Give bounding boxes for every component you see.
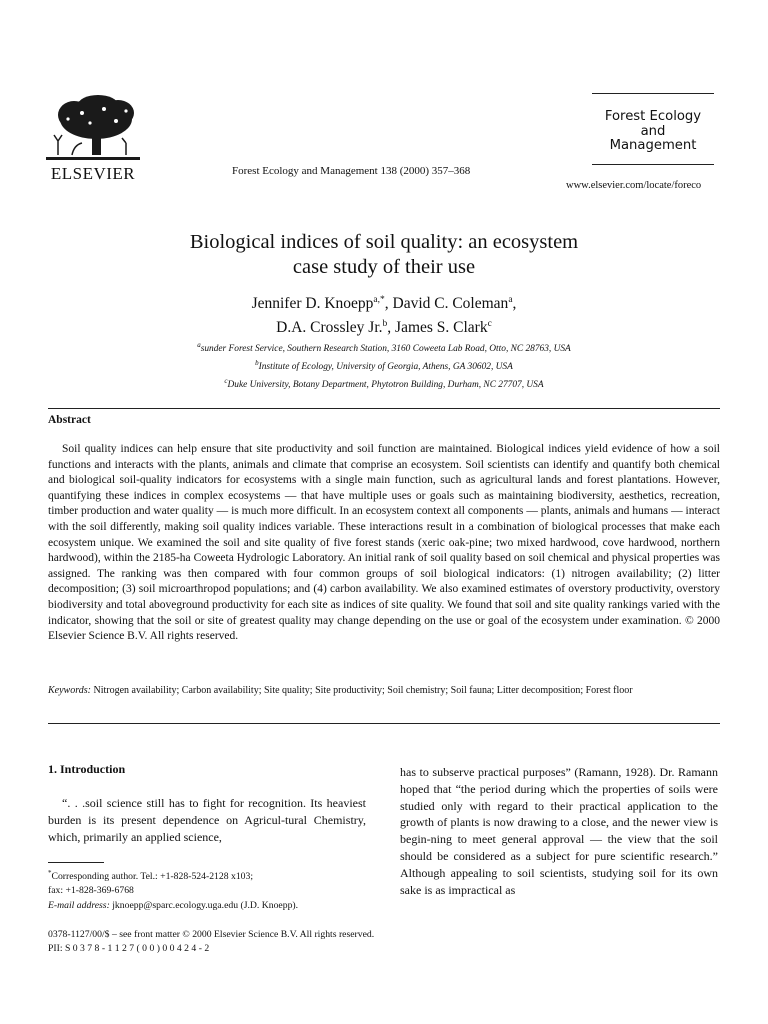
keywords-list: Nitrogen availability; Carbon availability; Site quality; Site productivity; Soil chemistry; Soil fauna; Litter decomposition; Forest floor <box>93 685 633 696</box>
masthead-line: and <box>640 123 666 139</box>
author-name: D.A. Crossley Jr. <box>276 319 383 337</box>
author-mark: a,* <box>373 295 385 305</box>
article-title <box>60 230 708 280</box>
author-separator: , <box>387 319 396 337</box>
footnote-rule <box>48 862 104 863</box>
journal-masthead <box>592 93 714 153</box>
intro-paragraph-left: “. . .soil science still has to fight for recognition. Its heaviest burden is its present dependence on Agricul-tural Chemistry, which, primarily an applied science, <box>48 796 366 844</box>
author-mark: b <box>382 319 388 330</box>
abstract-body: Soil quality indices can help ensure that site productivity and soil function are maintained. Biological indices yield evidence of how a soil functions and interacts with the plants, animals and climate that comprise an ecosystem. Soil scientists can identify and quantify both chemical and biological soil-quality indicators for ecosystems with a single main function, such as agricultural lands and forest plantations. However, quantifying these indices in complex ecosystems — that have multiple uses or goals such as maintaining biodiversity, aesthetics, recreation, timber production and water quality — is much more difficult. In an ecosystem context all components — plants, animals and humans — interact with the soil differently, making soil quality indices variable. These interactions result in a combination of biological processes that make each ecosystem unique. We examined the soil and site quality of five forest stands (xeric oak-pine; two mixed hardwood, cove hardwood, northern hardwood), within the 2185-ha Coweeta Hydrologic Laboratory. An initial rank of soil quality based on soil chemical and physical properties was assigned. The ranking was then compared with four common groups of soil biological indicators: (1) nitrogen availability; (2) litter decomposition; (3) soil microarthropod populations; and (4) carbon availability. We also examined estimates of overstory productivity, overstory biodiversity and total aboveground productivity for each site as indices of site quality. We found that soil and site quality rankings varied with the indicator, showing that the soil or site of greatest quality may change depending on the use or goal of the ecosystem under examination. © 2000 Elsevier Science B.V. All rights reserved. <box>48 443 720 643</box>
abstract-heading: Abstract <box>48 414 91 426</box>
author-list <box>60 290 708 338</box>
abstract-top-rule <box>48 408 720 409</box>
masthead-line: Forest Ecology <box>604 109 702 124</box>
author-separator: , <box>384 295 393 313</box>
keywords-label: Keywords: <box>48 685 91 696</box>
affiliation: $^a$sunder Forest Service, Southern Research Station, 3160 Coweeta Lab Road, Otto, NC 28763, USA <box>197 341 571 355</box>
author-separator: , <box>512 295 517 313</box>
journal-url-link[interactable]: www.elsevier.com/locate/foreco <box>566 180 702 191</box>
email-link[interactable]: jknoepp@sparc.ecology.uga.edu (J.D. Knoepp). <box>112 899 299 911</box>
front-matter-notice: 0378-1127/00/$ – see front matter © 2000 Elsevier Science B.V. All rights reserved. PII: S 0 3 7 8 - 1 1 2 7 ( 0 0 ) 0 0 4 2 4 - 2 <box>48 929 375 955</box>
intro-paragraph-right: has to subserve practical purposes” (Ramann, 1928). Dr. Ramann hoped that “the period during which the properties of soils were studied only with regard to their practical application to the growth of plants is now drawing to a close, and the newer view is begin-ning to meet general approval — the view that the soil should be considered as a subject for pure scientific research.” Although appealing to soil scientists, studying soil for its own sake is as impractical as <box>400 765 718 897</box>
publisher-name: ELSEVIER <box>50 164 136 183</box>
affiliations <box>60 338 708 392</box>
masthead-line: Management <box>609 138 697 153</box>
author-name: Jennifer D. Knoepp <box>251 295 374 313</box>
email-label: E-mail address: <box>48 899 110 911</box>
abstract-bottom-rule <box>48 723 720 724</box>
affiliation: $^b$Institute of Ecology, University of Georgia, Athens, GA 30602, USA <box>255 359 513 373</box>
author-name: David C. Coleman <box>392 295 509 313</box>
title-line: case study of their use <box>292 256 476 278</box>
title-line: Biological indices of soil quality: an ecosystem <box>189 231 579 253</box>
section-heading-introduction: 1. Introduction <box>48 762 126 776</box>
author-mark: c <box>487 319 492 330</box>
masthead-rule <box>592 164 714 165</box>
keywords <box>48 684 720 698</box>
author-mark: a <box>508 295 513 305</box>
corresponding-author-footnote: *Corresponding author. Tel.: +1-828-524-2128 x103; fax: +1-828-369-6768 E-mail address: jknoepp@sparc.ecology.uga.edu (J.D. Knoepp). <box>48 869 299 911</box>
affiliation: $^c$Duke University, Botany Department, Phytotron Building, Durham, NC 27707, USA <box>224 377 544 391</box>
journal-reference: Forest Ecology and Management 138 (2000) 357–368 <box>232 165 471 177</box>
author-name: James S. Clark <box>395 319 488 337</box>
